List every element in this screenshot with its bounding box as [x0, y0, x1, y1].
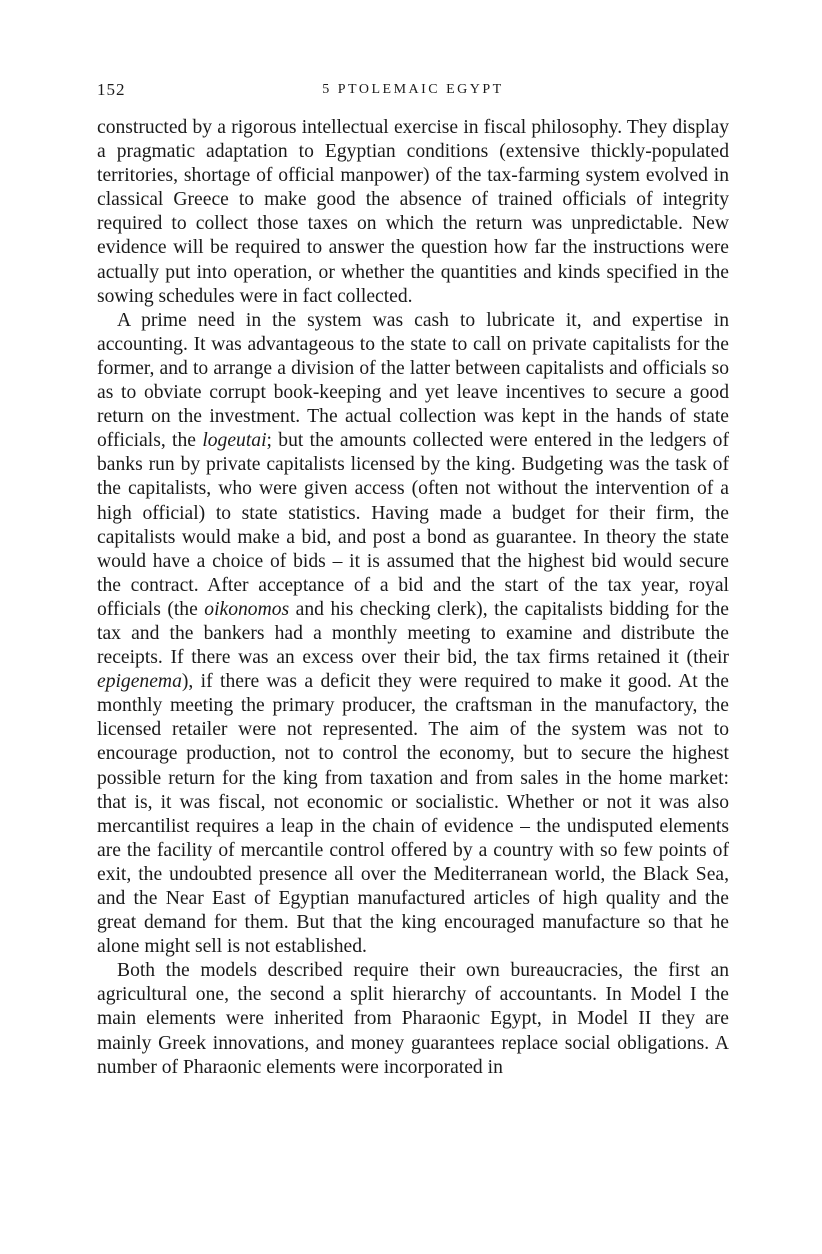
- paragraph-text: and his checking clerk), the capitalists bidding for the tax and the bankers had a monthly meeting to examine and distribute the receipts. If there was an excess over their bid, the tax firms retained it (their: [97, 598, 729, 669]
- body-text: [97, 116, 729, 1080]
- term-epigenema: epigenema: [97, 671, 182, 693]
- paragraph-1: [97, 116, 729, 309]
- paragraph-text: A prime need in the system was cash to lubricate it, and expertise in accounting. It was advantageous to the state to call on private capitalists for the former, and to arrange a division of the latter between capitalists and officials so as to obviate corrupt book-keeping and yet leave incentives to secure a good return on the investment. The actual collection was kept in the hands of state officials, the: [97, 309, 729, 452]
- term-oikonomos: oikonomos: [204, 598, 290, 620]
- paragraph-text: constructed by a rigorous intellectual exercise in fiscal philosophy. They display a pragmatic adaptation to Egyptian conditions (extensive thickly-populated territories, shortage of official manpower) of the tax-farming system evolved in classical Greece to make good the absence of trained officials of integrity required to collect those taxes on which the return was unpredictable. New evidence will be required to answer the question how far the instructions were actually put into operation, or whether the quantities and kinds specified in the sowing schedules were in fact collected.: [97, 117, 729, 307]
- paragraph-text: ; but the amounts collected were entered in the ledgers of banks run by private capitalists licensed by the king. Budgeting was the task of the capitalists, who were given access (often not without the intervention of a high official) to state statistics. Having made a budget for their firm, the capitalists would make a bid, and post a bond as guarantee. In theory the state would have a choice of bids – it is assumed that the highest bid would secure the contract. After acceptance of a bid and the start of the tax year, royal officials (the: [97, 430, 729, 620]
- page-number: 152: [97, 80, 126, 99]
- paragraph-3: [97, 959, 729, 1079]
- term-logeutai: logeutai: [202, 430, 267, 452]
- running-head: 5 PTOLEMAIC EGYPT: [322, 82, 504, 97]
- paragraph-text: ), if there was a deficit they were required to make it good. At the monthly meeting the primary producer, the craftsman in the manufactory, the licensed retailer were not represented. The aim of the system was not to encourage production, not to control the economy, but to secure the highest possible return for the king from taxation and from sales in the home market: that is, it was fiscal, not economic or socialistic. Whether or not it was also mercantilist requires a leap in the chain of evidence – the undisputed elements are the facility of mercantile control offered by a country with so few points of exit, the undoubted presence all over the Mediterranean world, the Black Sea, and the Near East of Egyptian manufactured articles of high quality and the great demand for them. But that the king encouraged manufacture so that he alone might sell is not established.: [97, 671, 729, 958]
- page-header: [97, 80, 729, 104]
- paragraph-text: Both the models described require their own bureaucracies, the first an agricultural one, the second a split hierarchy of accountants. In Model I the main elements were inherited from Pharaonic Egypt, in Model II they are mainly Greek innovations, and money guarantees replace social obligations. A number of Pharaonic elements were incorporated in: [97, 960, 729, 1078]
- paragraph-2: [97, 309, 729, 960]
